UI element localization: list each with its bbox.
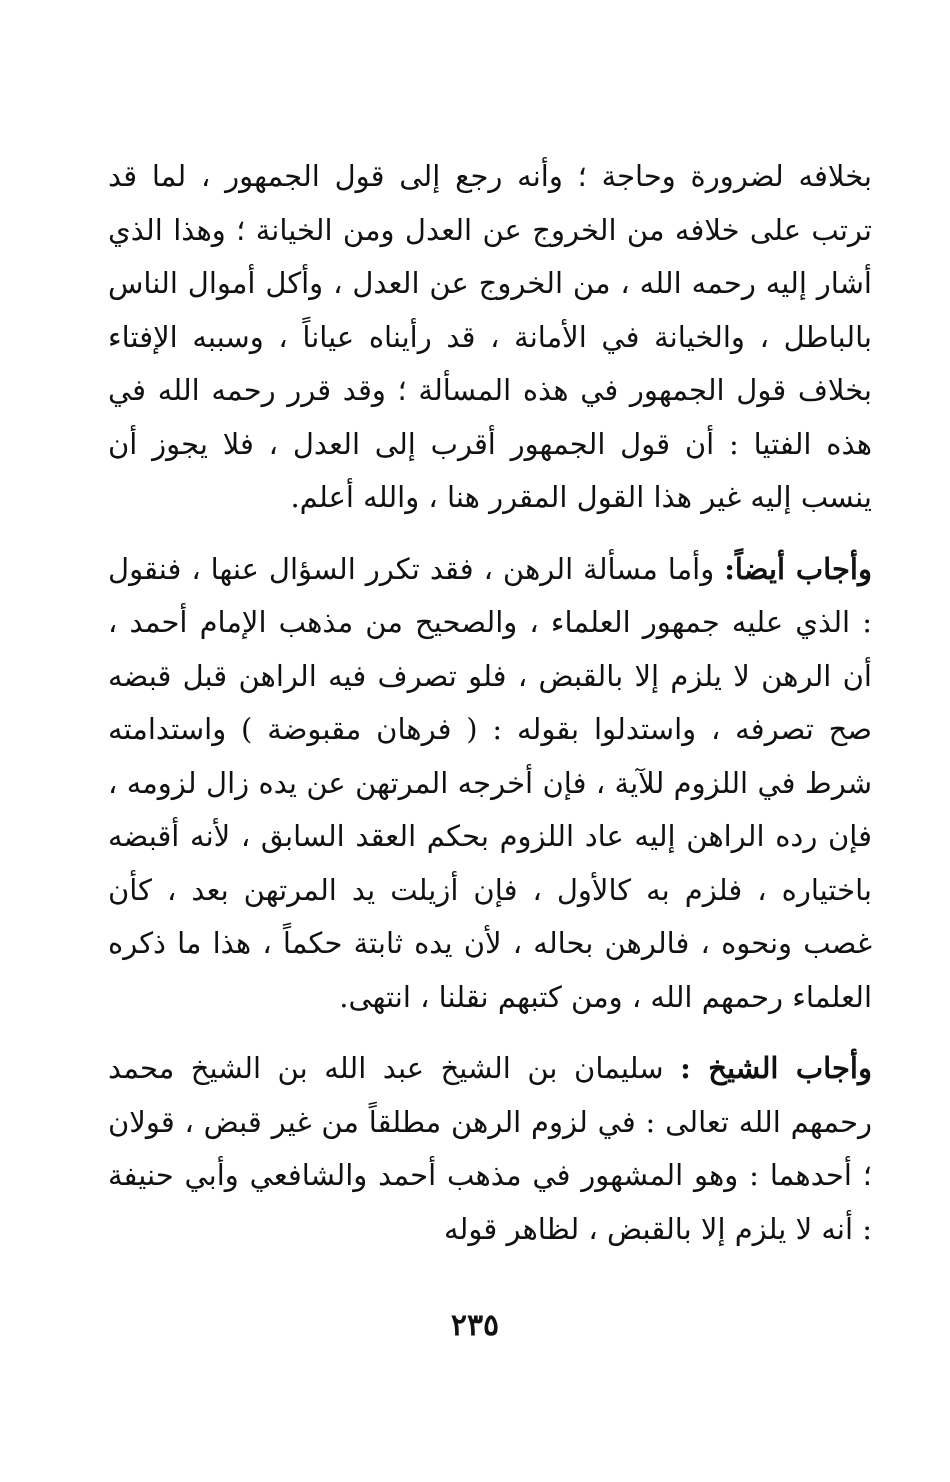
paragraph-3-text: سليمان بن الشيخ عبد الله بن الشيخ محمد رحمهم الله تعالى : في لزوم الرهن مطلقاً من غير قبض ، قولان ؛ أحدهما : وهو المشهور في مذهب أحمد والشافعي وأبي حنيفة : أنه لا يلزم إلا بالقبض ، لظاهر قوله — [108, 1051, 872, 1246]
page-number: ٢٣٥ — [450, 1308, 500, 1343]
page-body — [108, 150, 872, 1330]
paragraph-2 — [108, 543, 872, 1025]
paragraph-1-text: بخلافه لضرورة وحاجة ؛ وأنه رجع إلى قول الجمهور ، لما قد ترتب على خلافه من الخروج عن العدل ومن الخيانة ؛ وهذا الذي أشار إليه رحمه الله ، من الخروج عن العدل ، وأكل أموال الناس بالباطل ، والخيانة في الأمانة ، قد رأيناه عياناً ، وسببه الإفتاء بخلاف قول الجمهور في هذه المسألة ؛ وقد قرر رحمه الله في هذه الفتيا : أن قول الجمهور أقرب إلى العدل ، فلا يجوز أن ينسب إليه غير هذا القول المقرر هنا ، والله أعلم. — [108, 159, 872, 514]
paragraph-3-lead: وأجاب الشيخ : — [680, 1051, 872, 1085]
paragraph-1 — [108, 150, 872, 525]
paragraph-2-text: وأما مسألة الرهن ، فقد تكرر السؤال عنها ، فنقول : الذي عليه جمهور العلماء ، والصحيح من مذهب الإمام أحمد ، أن الرهن لا يلزم إلا بالقبض ، فلو تصرف فيه الراهن قبل قبضه صح تصرفه ، واستدلوا بقوله : ( فرهان مقبوضة ) واستدامته شرط في اللزوم للآية ، فإن أخرجه المرتهن عن يده زال لزومه ، فإن رده الراهن إليه عاد اللزوم بحكم العقد السابق ، لأنه أقبضه باختياره ، فلزم به كالأول ، فإن أزيلت يد المرتهن بعد ، كأن غصب ونحوه ، فالرهن بحاله ، لأن يده ثابتة حكماً ، هذا ما ذكره العلماء رحمهم الله ، ومن كتبهم نقلنا ، انتهى. — [108, 551, 872, 1014]
paragraph-3 — [108, 1042, 872, 1256]
paragraph-2-lead: وأجاب أيضاً: — [724, 551, 872, 586]
